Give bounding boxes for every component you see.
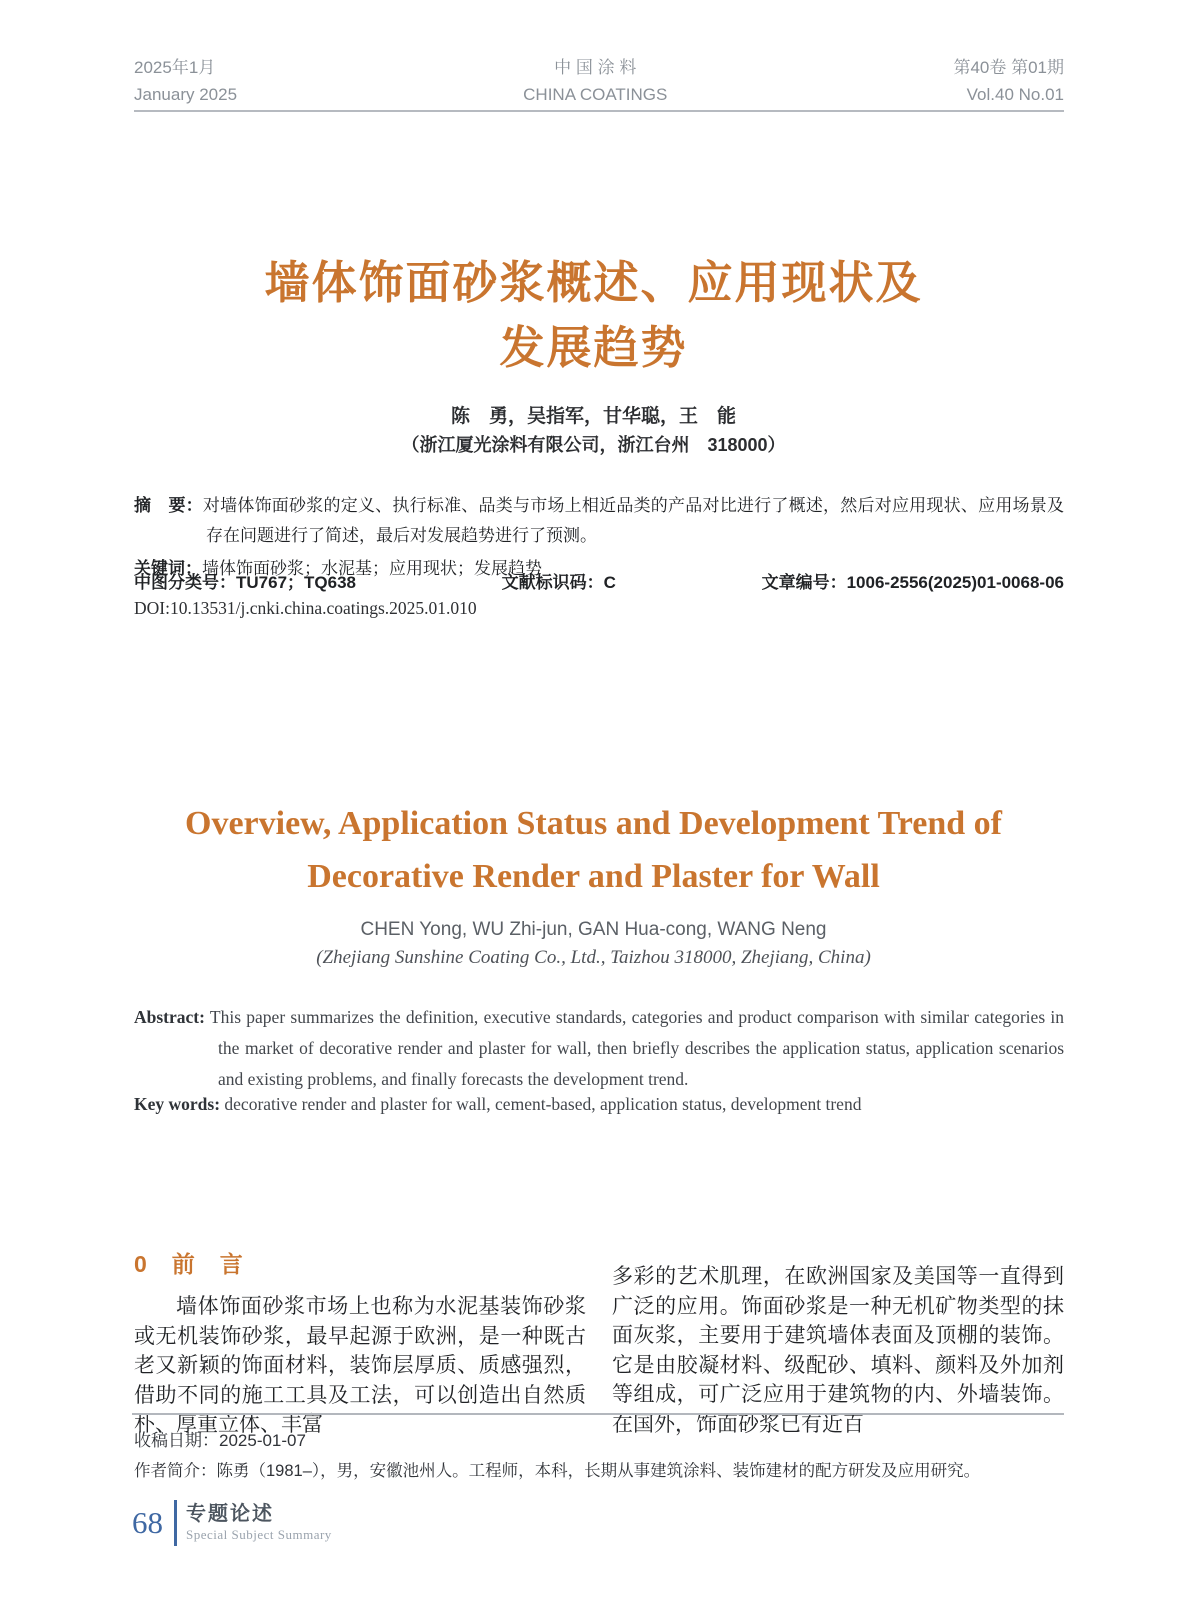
meta-document-code: 文献标识码：C	[501, 573, 616, 592]
footer-column-cn: 专题论述	[186, 1503, 274, 1525]
affiliation-cn: （浙江厦光涂料有限公司，浙江台州 318000）	[401, 435, 786, 455]
head-issue	[953, 54, 1064, 108]
footer-column-title	[186, 1502, 332, 1544]
running-head	[134, 54, 1064, 108]
abstract-cn-text: 对墙体饰面砂浆的定义、执行标准、品类与市场上相近品类的产品对比进行了概述，然后对应用现状、应用场景及存在问题进行了简述，最后对发展趋势进行了预测。	[202, 496, 1064, 545]
body-paragraph-right: 多彩的艺术肌理，在欧洲国家及美国等一直得到广泛的应用。饰面砂浆是一种无机矿物类型的抹面灰浆，主要用于建筑墙体表面及顶棚的装饰。它是由胶凝材料、级配砂、填料、颜料及外加剂等组成，可广泛应用于建筑物的内、外墙装饰。在国外，饰面砂浆已有近百	[612, 1264, 1064, 1436]
doi: DOI:10.13531/j.cnki.china.coatings.2025.01.010	[134, 598, 477, 618]
head-date-cn: 2025年1月	[134, 58, 216, 77]
head-journal-en: CHINA COATINGS	[523, 85, 668, 104]
footnote-divider	[132, 1413, 1064, 1415]
affiliation-en: (Zhejiang Sunshine Coating Co., Ltd., Taizhou 318000, Zhejiang, China)	[316, 947, 871, 968]
article-title-en-line1: Overview, Application Status and Development Trend of	[185, 805, 1002, 842]
meta-article-id: 文章编号：1006-2556(2025)01-0068-06	[761, 573, 1064, 592]
body-column-left	[134, 1246, 586, 1440]
keywords-cn-label: 关键词：	[134, 559, 202, 578]
abstract-cn	[134, 491, 1064, 551]
article-meta-row	[134, 568, 1064, 593]
abstract-en	[134, 1002, 1064, 1095]
article-title-cn-line2: 发展趋势	[499, 322, 688, 373]
article-title-en	[0, 797, 1187, 903]
header-divider	[134, 110, 1064, 112]
keywords-en	[134, 1089, 1064, 1120]
head-journal-cn: 中 国 涂 料	[554, 58, 637, 77]
article-title-cn	[0, 250, 1187, 380]
abstract-en-text: This paper summarizes the definition, executive standards, categories and product comparison with similar categories in the market of decorative render and plaster for wall, then briefly describes the application status, application scenarios and existing problems, and finally forecasts the development trend.	[209, 1006, 1064, 1089]
authors-cn: 陈 勇，吴指军，甘华聪，王 能	[450, 406, 736, 427]
head-issue-en: Vol.40 No.01	[966, 85, 1064, 104]
keywords-en-label: Key words:	[134, 1093, 221, 1114]
abstract-en-label: Abstract:	[134, 1006, 205, 1027]
body-paragraph-left: 墙体饰面砂浆市场上也称为水泥基装饰砂浆或无机装饰砂浆，最早起源于欧洲，是一种既古老又新颖的饰面材料，装饰层厚质、质感强烈，借助不同的施工工具及工法，可以创造出自然质朴、厚重立体、丰富	[134, 1294, 586, 1436]
footer-bar	[174, 1500, 177, 1546]
footnote-received-date: 收稿日期：2025-01-07	[134, 1431, 306, 1450]
head-date-en: January 2025	[134, 85, 238, 104]
footnote-author-bio: 作者简介：陈勇（1981–），男，安徽池州人。工程师，本科，长期从事建筑涂料、装饰建材的配方研发及应用研究。	[134, 1462, 981, 1480]
page-number: 68	[132, 1505, 163, 1540]
keywords-cn-text: 墙体饰面砂浆；水泥基；应用现状；发展趋势	[202, 559, 542, 578]
head-journal-name	[523, 54, 667, 108]
head-issue-cn: 第40卷 第01期	[953, 58, 1064, 77]
section-heading-foreword: 0 前 言	[134, 1251, 244, 1277]
abstract-cn-label: 摘 要：	[134, 496, 203, 515]
authors-en: CHEN Yong, WU Zhi-jun, GAN Hua-cong, WANG Neng	[360, 919, 827, 940]
article-title-en-line2: Decorative Render and Plaster for Wall	[307, 858, 880, 895]
article-title-cn-line1: 墙体饰面砂浆概述、应用现状及	[264, 257, 923, 308]
keywords-en-text: decorative render and plaster for wall, cement-based, application status, development trend	[224, 1093, 862, 1114]
page-footer	[132, 1500, 332, 1546]
meta-clc-number: 中图分类号：TU767；TQ638	[134, 573, 356, 592]
head-date	[134, 54, 237, 108]
footer-column-en: Special Subject Summary	[186, 1527, 332, 1542]
